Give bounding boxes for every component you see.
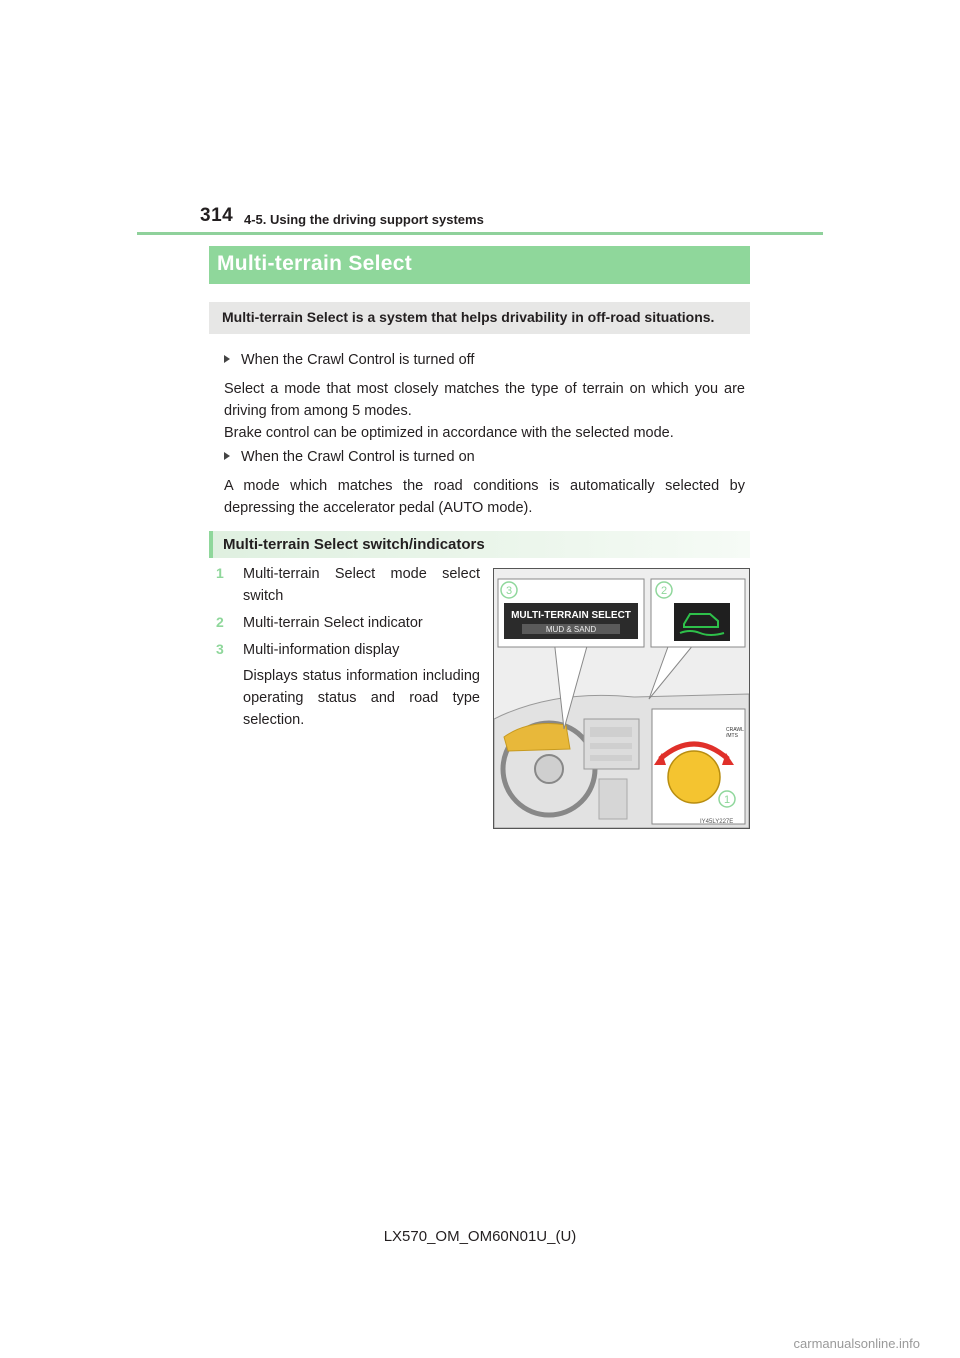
subsection-bar [209,531,750,558]
page-number: 314 [200,205,234,226]
triangle-bullet-icon [224,452,230,460]
figure-code: IY45LY227E [700,819,734,825]
item-detail-3: Displays status information including operating status and road type selection. [243,668,480,728]
condition-bullet-text: When the Crawl Control is turned on [241,449,475,465]
item-text-3: Multi-information display [243,642,400,658]
watermark: carmanualsonline.info [793,1336,920,1351]
title-bar [209,246,750,284]
header-rule [137,232,823,235]
page-title: Multi-terrain Select [217,252,413,275]
section-heading: 4-5. Using the driving support systems [244,212,484,227]
display-mode: MUD & SAND [545,625,597,634]
condition-off-brake: Brake control can be optimized in accordance with the selected mode. [224,425,674,441]
triangle-bullet-icon [224,355,230,363]
item-number-3: 3 [216,641,224,657]
callout-2-label: 2 [660,585,668,597]
item-number-1: 1 [216,565,224,581]
mode-select-knob [668,751,720,803]
display-title: MULTI-TERRAIN SELECT [511,610,631,621]
summary-text: Multi-terrain Select is a system that helps drivability in off-road situations. [222,309,715,325]
condition-bullet-off [224,352,474,368]
summary-box [209,302,750,334]
cockpit-illustration [493,568,750,829]
condition-bullet-text: When the Crawl Control is turned off [241,352,475,368]
callout-3-label: 3 [505,585,513,597]
subsection-title: Multi-terrain Select switch/indicators [223,536,485,553]
callout-1-label: 1 [723,794,731,806]
subsection-accent [209,531,213,558]
condition-off-description: Select a mode that most closely matches the type of terrain on which you are driving from among 5 modes. [224,381,745,419]
cockpit-svg [494,569,749,828]
item-number-2: 2 [216,614,224,630]
item-text-1: Multi-terrain Select mode select switch [243,566,480,604]
knob-label-mts: /MTS [726,733,738,739]
item-text-2: Multi-terrain Select indicator [243,615,423,631]
document-code-footer: LX570_OM_OM60N01U_(U) [383,1228,577,1245]
condition-on-description: A mode which matches the road conditions is automatically selected by depressing the accelerator pedal (AUTO mode). [224,478,745,516]
knob-label-crawl: CRAWL [726,727,744,733]
terrain-indicator-screen [674,603,730,641]
condition-bullet-on [224,449,475,465]
